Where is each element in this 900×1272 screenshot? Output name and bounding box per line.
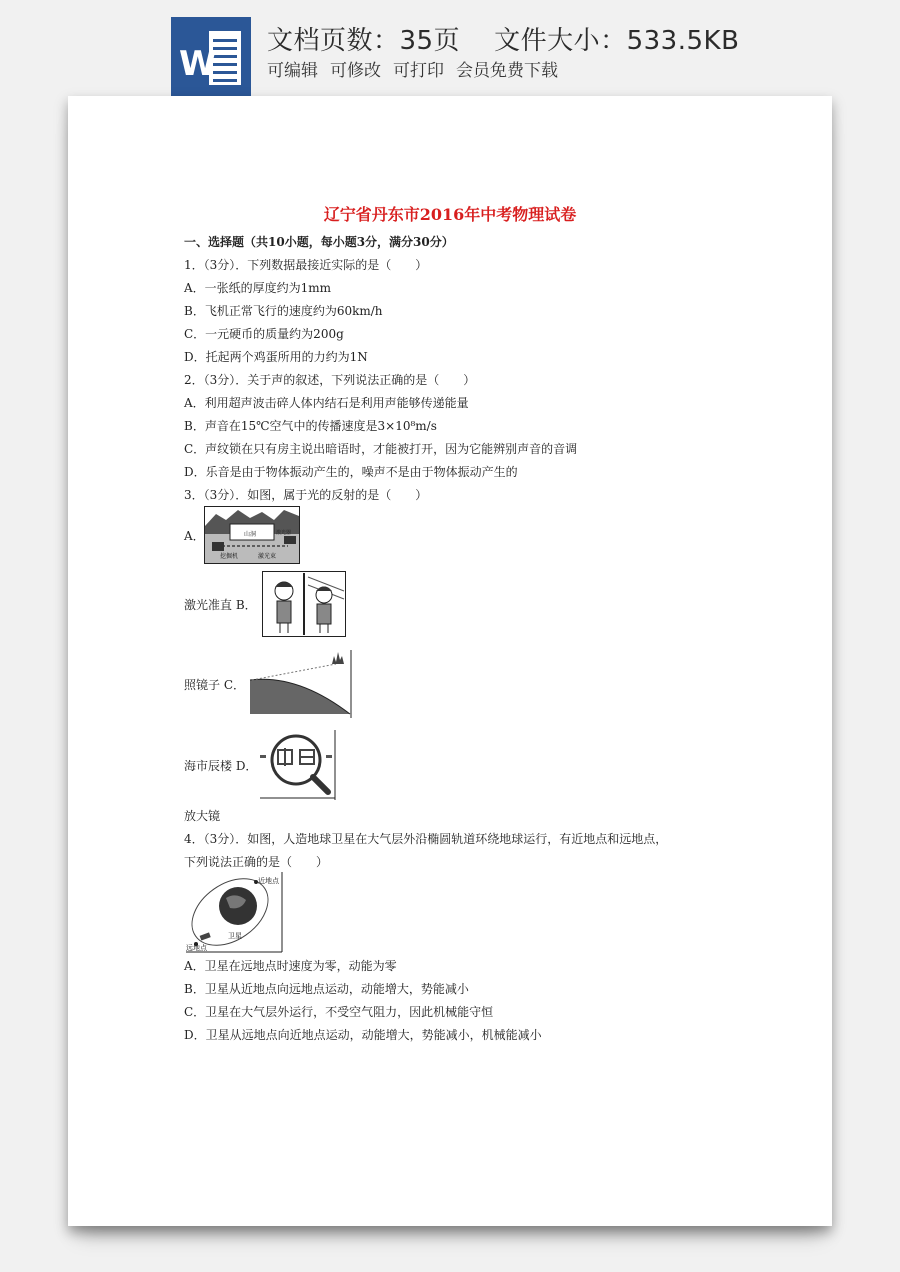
label-apogee: 远地点 (186, 944, 207, 952)
q4-option-b: B．卫星从近地点向远地点运动，动能增大，势能减小 (184, 982, 469, 996)
q3-option-a-label: A． (184, 529, 205, 543)
satellite-orbit-figure (186, 872, 284, 954)
download-banner (0, 0, 900, 96)
laser-tunnel-figure (204, 506, 300, 564)
q3-option-d-label: 海市辰楼 D． (184, 759, 258, 773)
q2-option-d: D．乐音是由于物体振动产生的，噪声不是由于物体振动产生的 (184, 465, 518, 479)
word-icon-letter: W (179, 44, 217, 84)
document-page (68, 96, 832, 1226)
q4-stem-line2: 下列说法正确的是（ ） (184, 855, 329, 869)
mirror-figure (262, 571, 346, 637)
q1-option-d: D．托起两个鸡蛋所用的力约为1N (184, 350, 368, 364)
exam-title: 辽宁省丹东市2016年中考物理试卷 (323, 205, 577, 224)
file-size: 文件大小：533.5KB (494, 26, 740, 56)
section-heading: 一、选择题（共10小题，每小题3分，满分30分） (184, 235, 454, 249)
feature-printable: 可打印 (393, 61, 444, 81)
q2-option-b: B．声音在15℃空气中的传播速度是3×10⁸m/s (184, 419, 437, 433)
label-excavator: 挖掘机 (220, 553, 239, 560)
feature-member-download: 会员免费下载 (456, 61, 558, 81)
page-count: 文档页数：35页 (267, 26, 461, 56)
q1-option-a: A．一张纸的厚度约为1mm (184, 281, 332, 295)
magnifier-figure (258, 730, 336, 800)
q2-option-a: A．利用超声波击碎人体内结石是利用声能够传递能量 (184, 396, 469, 410)
q4-option-a: A．卫星在远地点时速度为零，动能为零 (184, 959, 397, 973)
label-satellite: 卫星 (228, 932, 242, 940)
feature-editable: 可编辑 (267, 61, 318, 81)
label-laser: 激光器 (276, 530, 292, 536)
q3-option-c-label: 照镜子 C． (184, 678, 245, 692)
q3-stem: 3．（3分）．如图，属于光的反射的是（ ） (184, 488, 428, 502)
q4-option-d: D．卫星从远地点向近地点运动，动能增大，势能减小，机械能减小 (184, 1028, 542, 1042)
mirage-figure (248, 650, 352, 718)
q4-stem-line1: 4．（3分）．如图，人造地球卫星在大气层外沿椭圆轨道环绕地球运行，有近地点和远地点， (184, 832, 668, 846)
label-perigee: 近地点 (258, 877, 279, 885)
feature-list (267, 56, 570, 81)
q2-stem: 2．（3分）．关于声的叙述，下列说法正确的是（ ） (184, 373, 476, 387)
q3-option-d-caption: 放大镜 (184, 809, 221, 823)
q3-option-b-label: 激光准直 B． (184, 598, 257, 612)
feature-modifiable: 可修改 (330, 61, 381, 81)
file-info (267, 20, 739, 57)
q1-option-c: C．一元硬币的质量约为200g (184, 327, 344, 341)
label-tunnel: 山洞 (244, 531, 257, 538)
word-document-icon (171, 17, 251, 97)
label-beam: 激光束 (258, 553, 277, 560)
q1-option-b: B．飞机正常飞行的速度约为60km/h (184, 304, 383, 318)
q1-stem: 1．（3分）．下列数据最接近实际的是（ ） (184, 258, 428, 272)
q2-option-c: C．声纹锁在只有房主说出暗语时，才能被打开，因为它能辨别声音的音调 (184, 442, 578, 456)
q4-option-c: C．卫星在大气层外运行，不受空气阻力，因此机械能守恒 (184, 1005, 494, 1019)
